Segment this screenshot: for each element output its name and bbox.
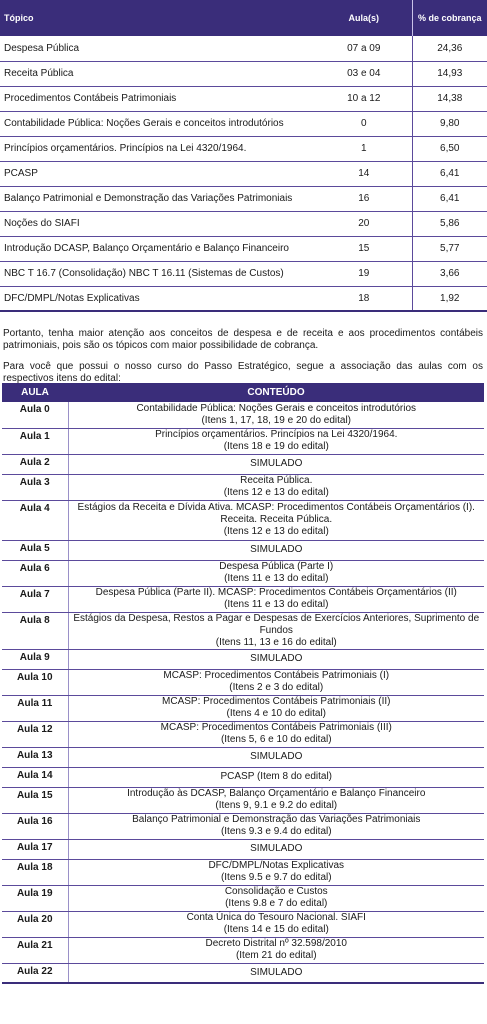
lesson-content-line: (Itens 11, 13 e 16 do edital) [215,636,337,648]
topic-topic-cell: Despesa Pública [0,36,316,61]
header-conteudo: CONTEÚDO [247,387,305,398]
lesson-content-line: (Itens 11 e 13 do edital) [224,573,329,584]
lesson-content-cell [68,669,484,695]
lesson-number-cell: Aula 9 [2,649,68,669]
header-pct: % de cobrança [412,0,487,36]
lesson-content-cell [68,859,484,885]
topic-pct-cell: 14,93 [412,61,487,86]
lesson-content-line: (Itens 11 e 13 do edital) [224,599,329,610]
topic-topic-cell: Introdução DCASP, Balanço Orçamentário e Balanço Financeiro [0,236,316,261]
lesson-content-line: (Itens 12 e 13 do edital) [223,487,329,498]
lesson-content-line: Despesa Pública (Parte II). MCASP: Procedimentos Contábeis Orçamentários (II) [95,587,457,598]
topic-pct-cell: 6,41 [412,161,487,186]
lesson-content-cell [68,560,484,586]
lesson-content-line: Estágios da Receita e Dívida Ativa. MCASP: Procedimentos Contábeis Orçamentários (I). [77,502,475,513]
topic-aulas-cell: 10 a 12 [316,86,412,111]
table-row [2,747,484,767]
lesson-number-cell: Aula 13 [2,747,68,767]
lesson-content-cell [68,747,484,767]
lesson-content-line: (Itens 12 e 13 do edital) [223,526,329,537]
lesson-content-line: SIMULADO [250,843,303,854]
topic-topic-cell: DFC/DMPL/Notas Explicativas [0,286,316,311]
table-row [2,560,484,586]
lesson-number-cell: Aula 8 [2,612,68,649]
table-row [2,695,484,721]
lesson-content-line: (Itens 9.5 e 9.7 do edital) [220,872,332,883]
table-row [0,61,487,86]
lesson-content-line: Introdução às DCASP, Balanço Orçamentário e Balanço Financeiro [127,788,426,799]
table-row [2,787,484,813]
topic-topic-cell: Procedimentos Contábeis Patrimoniais [0,86,316,111]
topic-pct-cell: 24,36 [412,36,487,61]
lesson-content-line: (Itens 14 e 15 do edital) [223,924,329,935]
lesson-content-table [2,383,484,984]
topic-aulas-cell: 07 a 09 [316,36,412,61]
lesson-content-line: (Itens 1, 17, 18, 19 e 20 do edital) [201,414,352,426]
topic-pct-cell: 3,66 [412,261,487,286]
lesson-content-cell [68,787,484,813]
table-row [2,767,484,787]
lesson-content-cell [68,586,484,612]
table-row [2,911,484,937]
topic-aulas-cell: 0 [316,111,412,136]
table-row [2,721,484,747]
topic-aulas-cell: 20 [316,211,412,236]
lesson-number-cell: Aula 15 [2,787,68,813]
table-row [2,474,484,500]
topic-aulas-cell: 16 [316,186,412,211]
topic-aulas-cell: 15 [316,236,412,261]
lesson-content-line: Receita Pública. [240,475,313,486]
lesson-number-cell: Aula 18 [2,859,68,885]
topic-topic-cell: Princípios orçamentários. Princípios na Lei 4320/1964. [0,136,316,161]
lesson-content-line: Princípios orçamentários. Princípios na Lei 4320/1964. [155,429,398,440]
topic-table-header [0,0,487,36]
table-row [0,261,487,286]
lesson-content-cell [68,649,484,669]
topic-aulas-cell: 19 [316,261,412,286]
table-row [0,186,487,211]
lesson-content-line: (Itens 9.8 e 7 do edital) [225,898,328,909]
lesson-number-cell: Aula 11 [2,695,68,721]
lesson-content-cell [68,937,484,963]
lesson-table-body [2,402,484,983]
lesson-number-cell: Aula 22 [2,963,68,983]
lesson-number-cell: Aula 7 [2,586,68,612]
lesson-number-cell: Aula 0 [2,402,68,428]
topic-pct-cell: 14,38 [412,86,487,111]
lesson-content-line: SIMULADO [250,458,303,469]
table-row [2,428,484,454]
table-row [0,236,487,261]
table-row [0,211,487,236]
table-row [0,136,487,161]
table-row [0,111,487,136]
lesson-number-cell: Aula 3 [2,474,68,500]
table-row [2,500,484,540]
topic-coverage-table [0,0,487,312]
lesson-content-cell [68,813,484,839]
lesson-content-cell [68,963,484,983]
lesson-content-line: SIMULADO [250,966,303,978]
lesson-number-cell: Aula 16 [2,813,68,839]
table-row [0,286,487,311]
lesson-content-line: Contabilidade Pública: Noções Gerais e conceitos introdutórios [136,402,417,414]
lesson-content-line: Consolidação e Custos [224,886,328,897]
lesson-content-cell [68,767,484,787]
lesson-content-line: Conta Única do Tesouro Nacional. SIAFI [186,912,366,923]
table-row [2,839,484,859]
lesson-number-cell: Aula 14 [2,767,68,787]
table-row [0,86,487,111]
lesson-content-cell [68,402,484,428]
table-row [2,612,484,649]
table-row [2,859,484,885]
topic-topic-cell: Balanço Patrimonial e Demonstração das Variações Patrimoniais [0,186,316,211]
lesson-content-line: Estágios da Despesa, Restos a Pagar e Despesas de Exercícios Anteriores, Suprimento de Fundos [73,612,480,636]
lesson-content-cell [68,695,484,721]
lesson-content-cell [68,474,484,500]
lesson-content-line: (Itens 18 e 19 do edital) [223,441,329,452]
lesson-content-line: SIMULADO [250,544,303,555]
lesson-content-line: PCASP (Item 8 do edital) [220,771,333,782]
table-row [2,649,484,669]
topic-pct-cell: 5,86 [412,211,487,236]
lesson-number-cell: Aula 17 [2,839,68,859]
lesson-content-cell [68,428,484,454]
lesson-number-cell: Aula 20 [2,911,68,937]
topic-aulas-cell: 14 [316,161,412,186]
table-row [2,402,484,428]
topic-pct-cell: 1,92 [412,286,487,311]
lesson-number-cell: Aula 1 [2,428,68,454]
lesson-number-cell: Aula 6 [2,560,68,586]
lesson-content-cell [68,540,484,560]
table-row [2,963,484,983]
topic-aulas-cell: 18 [316,286,412,311]
lesson-content-cell [68,500,484,540]
header-aulas: Aula(s) [348,13,379,23]
topic-pct-cell: 5,77 [412,236,487,261]
lesson-number-cell: Aula 12 [2,721,68,747]
table-row [2,540,484,560]
topic-pct-cell: 6,50 [412,136,487,161]
lesson-number-cell: Aula 21 [2,937,68,963]
course-association-paragraph: Para você que possui o nosso curso do Passo Estratégico, segue a associação das aulas com os respectivos itens do edital: [3,361,483,384]
table-row [0,36,487,61]
topic-topic-cell: Receita Pública [0,61,316,86]
lesson-content-cell [68,839,484,859]
topic-aulas-cell: 1 [316,136,412,161]
lesson-content-line: DFC/DMPL/Notas Explicativas [208,860,345,871]
table-row [0,161,487,186]
table-row [2,669,484,695]
lesson-number-cell: Aula 10 [2,669,68,695]
topic-pct-cell: 9,80 [412,111,487,136]
lesson-content-cell [68,885,484,911]
topic-aulas-cell: 03 e 04 [316,61,412,86]
lesson-number-cell: Aula 2 [2,454,68,474]
lesson-content-line: MCASP: Procedimentos Contábeis Patrimoniais (III) [160,722,392,733]
lesson-content-line: MCASP: Procedimentos Contábeis Patrimoniais (I) [163,670,390,681]
header-aula: AULA [21,387,49,398]
topic-pct-cell: 6,41 [412,186,487,211]
lesson-content-line: SIMULADO [250,751,303,762]
topic-topic-cell: PCASP [0,161,316,186]
lesson-content-line: Balanço Patrimonial e Demonstração das Variações Patrimoniais [132,814,421,825]
lesson-content-line: (Item 21 do edital) [235,950,317,961]
lesson-content-line: Decreto Distrital nº 32.598/2010 [205,938,347,949]
attention-paragraph: Portanto, tenha maior atenção aos conceitos de despesa e de receita e aos procedimentos contábeis patrimoniais, pois são os tópicos com maior possibilidade de cobrança. [3,328,483,351]
topic-topic-cell: Noções do SIAFI [0,211,316,236]
table-row [2,454,484,474]
lesson-content-line: Despesa Pública (Parte I) [219,561,334,572]
lesson-content-line: (Itens 9, 9.1 e 9.2 do edital) [215,800,338,811]
lesson-content-line: SIMULADO [250,653,303,664]
lesson-content-line: (Itens 4 e 10 do edital) [226,708,326,719]
lesson-content-cell [68,612,484,649]
lesson-number-cell: Aula 4 [2,500,68,540]
table-row [2,586,484,612]
lesson-content-cell [68,454,484,474]
table-row [2,937,484,963]
lesson-content-cell [68,911,484,937]
lesson-table-header [2,383,484,402]
lesson-content-line: Receita. Receita Pública. [220,514,333,525]
topic-table-body [0,36,487,311]
lesson-content-line: MCASP: Procedimentos Contábeis Patrimoniais (II) [162,696,391,707]
lesson-number-cell: Aula 5 [2,540,68,560]
table-row [2,813,484,839]
lesson-number-cell: Aula 19 [2,885,68,911]
lesson-content-line: (Itens 5, 6 e 10 do edital) [220,734,332,745]
lesson-content-line: (Itens 9.3 e 9.4 do edital) [220,826,332,837]
topic-topic-cell: NBC T 16.7 (Consolidação) NBC T 16.11 (Sistemas de Custos) [0,261,316,286]
lesson-content-line: (Itens 2 e 3 do edital) [229,682,324,693]
topic-topic-cell: Contabilidade Pública: Noções Gerais e conceitos introdutórios [0,111,316,136]
header-topic: Tópico [4,13,34,23]
lesson-content-cell [68,721,484,747]
table-row [2,885,484,911]
